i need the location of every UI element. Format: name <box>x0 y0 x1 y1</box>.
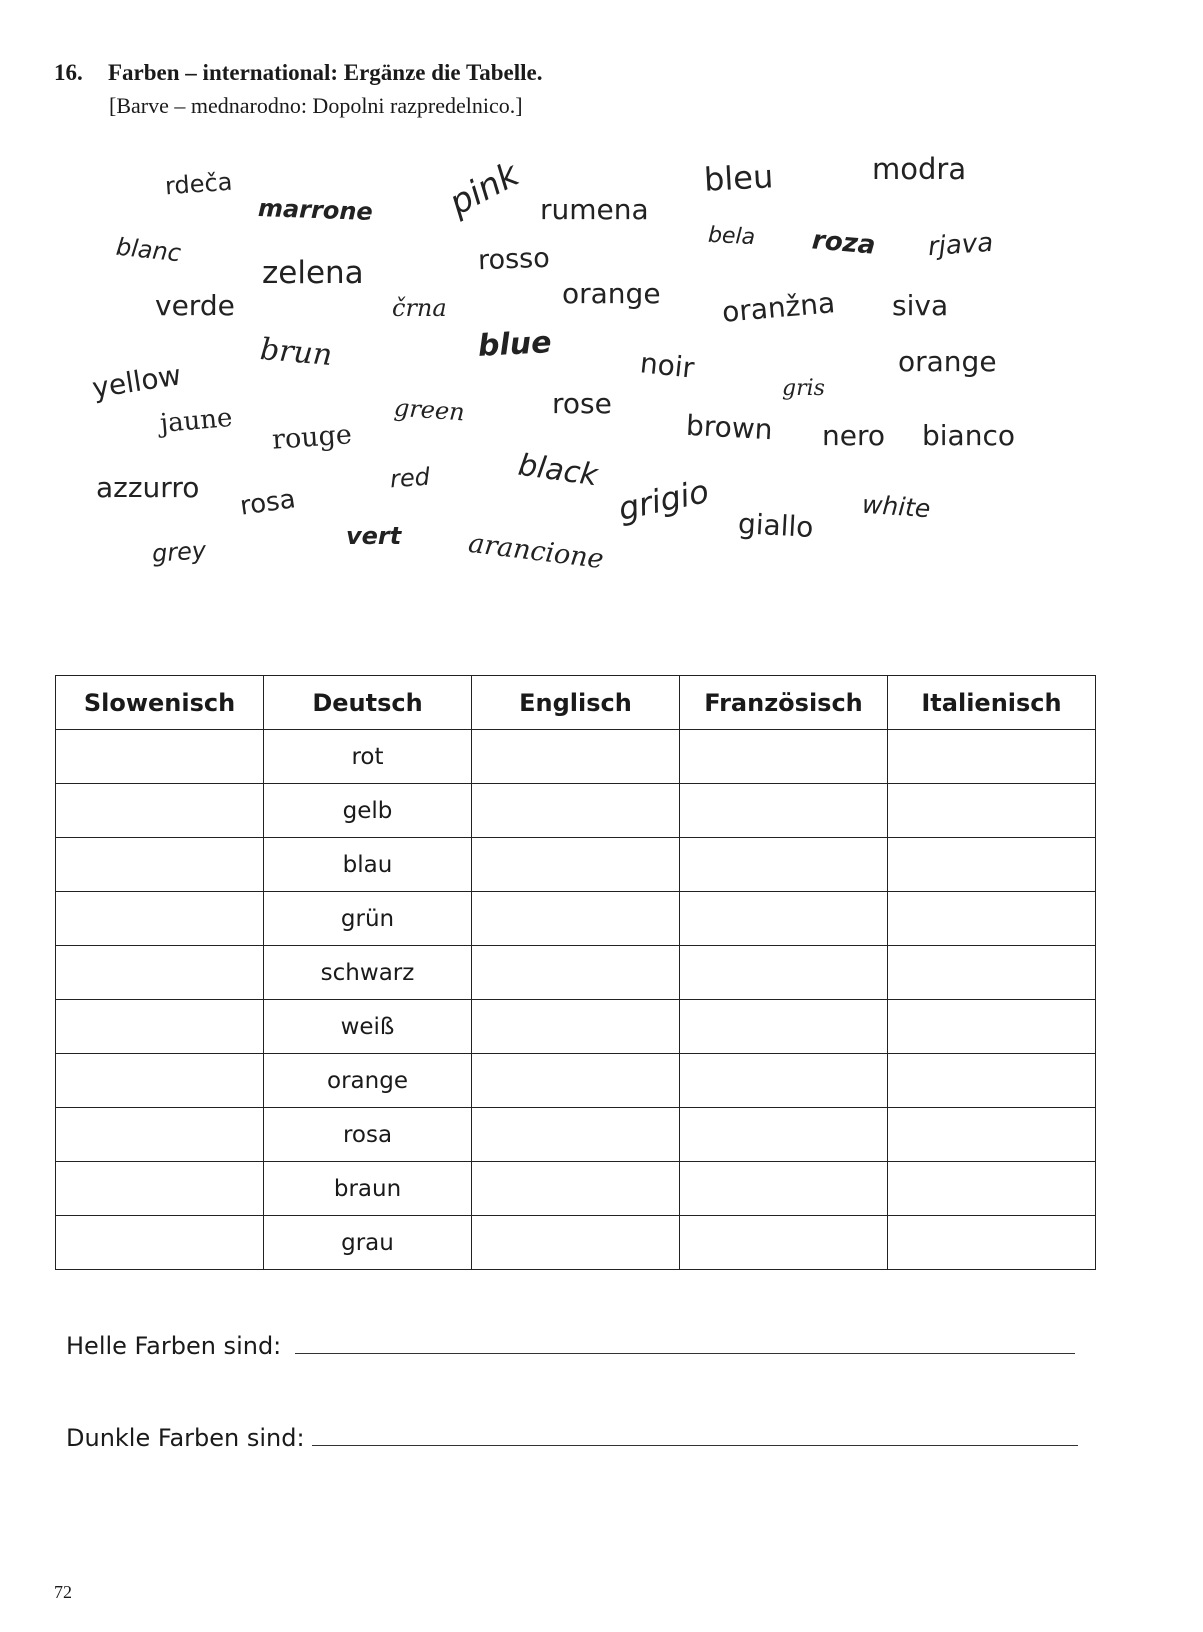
word-item: gris <box>782 376 825 401</box>
italienisch-cell[interactable] <box>888 838 1096 892</box>
deutsch-cell: weiß <box>264 1000 472 1054</box>
word-item: brun <box>258 331 334 374</box>
franzoesisch-cell[interactable] <box>680 730 888 784</box>
deutsch-cell: gelb <box>264 784 472 838</box>
dunkle-farben-blank[interactable] <box>312 1425 1078 1446</box>
word-item: jaune <box>158 402 234 440</box>
word-item: arancione <box>466 527 606 576</box>
word-item: oranžna <box>720 286 837 329</box>
deutsch-cell: grau <box>264 1216 472 1270</box>
franzoesisch-cell[interactable] <box>680 946 888 1000</box>
franzoesisch-cell[interactable] <box>680 784 888 838</box>
italienisch-cell[interactable] <box>888 1000 1096 1054</box>
table-row <box>56 1216 1096 1270</box>
word-item: rose <box>552 387 612 420</box>
word-item: giallo <box>737 507 815 544</box>
deutsch-cell: braun <box>264 1162 472 1216</box>
deutsch-cell: rosa <box>264 1108 472 1162</box>
word-item: črna <box>392 294 447 322</box>
italienisch-cell[interactable] <box>888 784 1096 838</box>
helle-farben-label: Helle Farben sind: <box>66 1332 282 1360</box>
color-table <box>55 675 1096 1270</box>
word-item: green <box>393 393 466 427</box>
franzoesisch-cell[interactable] <box>680 838 888 892</box>
word-item: rosso <box>477 242 551 277</box>
word-item: blanc <box>114 232 183 268</box>
word-item: grey <box>151 536 207 568</box>
slowenisch-cell[interactable] <box>56 892 264 946</box>
franzoesisch-cell[interactable] <box>680 1108 888 1162</box>
deutsch-cell: grün <box>264 892 472 946</box>
word-item: noir <box>638 346 696 385</box>
franzoesisch-cell[interactable] <box>680 1216 888 1270</box>
englisch-cell[interactable] <box>472 784 680 838</box>
englisch-cell[interactable] <box>472 1162 680 1216</box>
italienisch-cell[interactable] <box>888 1162 1096 1216</box>
slowenisch-cell[interactable] <box>56 838 264 892</box>
italienisch-cell[interactable] <box>888 730 1096 784</box>
franzoesisch-cell[interactable] <box>680 1162 888 1216</box>
word-item: red <box>389 462 431 494</box>
italienisch-cell[interactable] <box>888 1108 1096 1162</box>
word-item: grigio <box>615 471 713 529</box>
word-item: brown <box>685 408 774 447</box>
word-item: verde <box>155 289 235 322</box>
slowenisch-cell[interactable] <box>56 1162 264 1216</box>
table-row <box>56 946 1096 1000</box>
italienisch-cell[interactable] <box>888 892 1096 946</box>
deutsch-cell: rot <box>264 730 472 784</box>
header-deutsch: Deutsch <box>264 676 472 730</box>
slowenisch-cell[interactable] <box>56 946 264 1000</box>
word-item: marrone <box>257 194 374 226</box>
table-row <box>56 730 1096 784</box>
word-item: orange <box>898 345 997 378</box>
englisch-cell[interactable] <box>472 1216 680 1270</box>
page-number: 72 <box>54 1582 72 1602</box>
englisch-cell[interactable] <box>472 892 680 946</box>
table-header-row <box>56 676 1096 730</box>
word-item: rjava <box>927 227 995 263</box>
englisch-cell[interactable] <box>472 1000 680 1054</box>
helle-farben-row <box>66 1332 1075 1360</box>
slowenisch-cell[interactable] <box>56 1108 264 1162</box>
exercise-title: Farben – international: Ergänze die Tabelle. <box>108 60 543 85</box>
word-item: rdeča <box>164 167 234 201</box>
dunkle-farben-row <box>66 1424 1078 1452</box>
word-item: white <box>861 489 932 524</box>
header-franzoesisch: Französisch <box>680 676 888 730</box>
table-row <box>56 1162 1096 1216</box>
word-item: rouge <box>271 419 353 456</box>
word-item: blue <box>477 325 553 364</box>
deutsch-cell: blau <box>264 838 472 892</box>
englisch-cell[interactable] <box>472 1108 680 1162</box>
slowenisch-cell[interactable] <box>56 1054 264 1108</box>
franzoesisch-cell[interactable] <box>680 1054 888 1108</box>
deutsch-cell: orange <box>264 1054 472 1108</box>
slowenisch-cell[interactable] <box>56 730 264 784</box>
word-item: bleu <box>703 157 775 199</box>
word-item: rumena <box>540 193 649 226</box>
table-row <box>56 1054 1096 1108</box>
header-slowenisch: Slowenisch <box>56 676 264 730</box>
table-row <box>56 1000 1096 1054</box>
word-item: orange <box>562 277 661 310</box>
slowenisch-cell[interactable] <box>56 1000 264 1054</box>
italienisch-cell[interactable] <box>888 1216 1096 1270</box>
dunkle-farben-label: Dunkle Farben sind: <box>66 1424 305 1452</box>
italienisch-cell[interactable] <box>888 946 1096 1000</box>
helle-farben-blank[interactable] <box>295 1333 1075 1354</box>
table-row <box>56 784 1096 838</box>
header-englisch: Englisch <box>472 676 680 730</box>
word-item: rosa <box>238 484 298 522</box>
table-row <box>56 838 1096 892</box>
word-item: pink <box>442 154 526 224</box>
word-item: modra <box>872 152 967 186</box>
word-item: bianco <box>922 419 1015 452</box>
exercise-heading <box>54 60 542 86</box>
exercise-number: 16. <box>54 60 83 85</box>
word-item: azzurro <box>96 471 200 504</box>
italienisch-cell[interactable] <box>888 1054 1096 1108</box>
franzoesisch-cell[interactable] <box>680 1000 888 1054</box>
englisch-cell[interactable] <box>472 838 680 892</box>
word-item: yellow <box>89 358 184 405</box>
table-row <box>56 892 1096 946</box>
franzoesisch-cell[interactable] <box>680 892 888 946</box>
word-item: zelena <box>262 255 364 291</box>
word-item: roza <box>810 225 877 261</box>
exercise-subtitle: [Barve – mednarodno: Dopolni razpredelnico.] <box>109 93 523 118</box>
englisch-cell[interactable] <box>472 946 680 1000</box>
word-item: nero <box>822 419 885 452</box>
slowenisch-cell[interactable] <box>56 784 264 838</box>
header-italienisch: Italienisch <box>888 676 1096 730</box>
slowenisch-cell[interactable] <box>56 1216 264 1270</box>
deutsch-cell: schwarz <box>264 946 472 1000</box>
table-row <box>56 1108 1096 1162</box>
word-item: bela <box>707 222 756 251</box>
word-item: siva <box>892 289 949 322</box>
word-item: vert <box>346 522 402 550</box>
englisch-cell[interactable] <box>472 730 680 784</box>
word-item: black <box>516 447 600 494</box>
englisch-cell[interactable] <box>472 1054 680 1108</box>
